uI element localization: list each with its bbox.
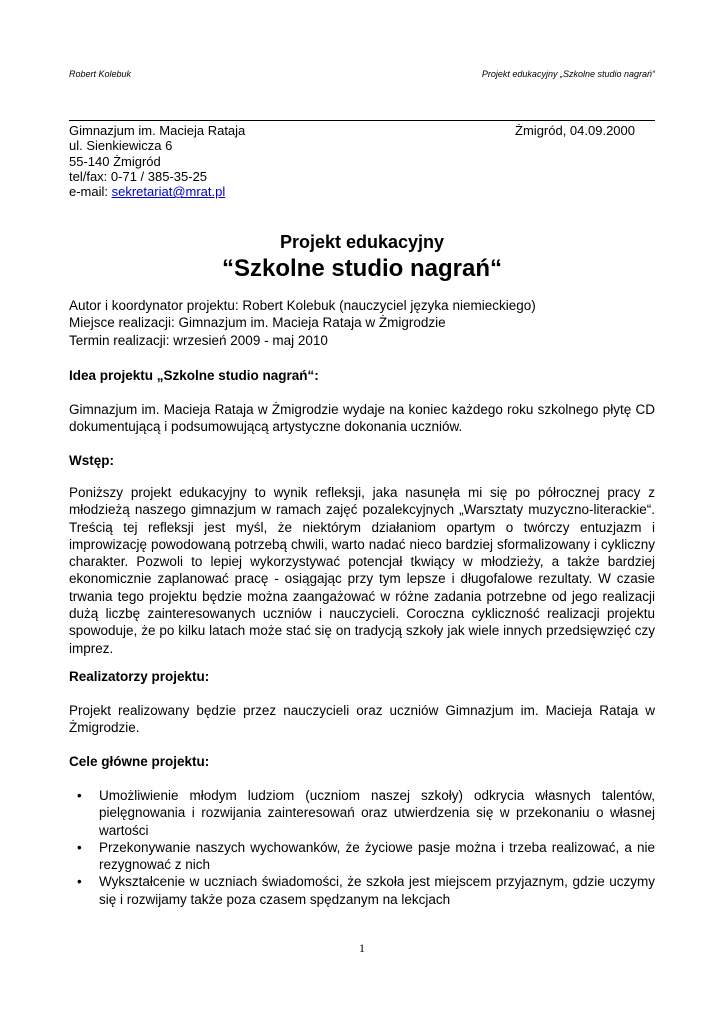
email-label: e-mail: xyxy=(69,184,112,200)
list-item xyxy=(69,873,655,908)
idea-heading: Idea projektu „Szkolne studio nagrań“: xyxy=(69,368,319,383)
bullet-icon: • xyxy=(77,874,82,890)
goal-text: Umożliwienie młodym ludziom (uczniom naszej szkoły) odkrycia własnych talentów, pielęgnowania i rozwijania zainteresowań oraz utwierdzenia się w przekonaniu o własnej wartości xyxy=(99,788,655,838)
goal-text: Przekonywanie naszych wychowanków, że życiowe pasje można i trzeba realizować, a nie rezygnować z nich xyxy=(99,839,655,873)
school-email xyxy=(69,184,655,199)
letterhead xyxy=(69,120,655,199)
bullet-icon: • xyxy=(77,788,82,803)
email-link[interactable]: sekretariat@mrat.pl xyxy=(111,184,226,200)
header-project-title: Projekt edukacyjny „Szkolne studio nagrań“ xyxy=(481,69,655,79)
goals-heading: Cele główne projektu: xyxy=(69,754,210,769)
realizers-paragraph: Projekt realizowany będzie przez nauczycieli oraz uczniów Gimnazjum im. Macieja Rataja w Żmigrodzie. xyxy=(69,703,655,736)
school-phone: tel/fax: 0-71 / 385-35-25 xyxy=(69,168,208,184)
title-line-2: “Szkolne studio nagrań“ xyxy=(221,255,503,282)
idea-paragraph: Gimnazjum im. Macieja Rataja w Żmigrodzie wydaje na koniec każdego roku szkolnego płytę CD dokumentującą i podsumowującą artystyczne dokonania uczniów. xyxy=(69,402,655,435)
list-item xyxy=(69,839,655,874)
intro-heading: Wstęp: xyxy=(69,453,114,468)
intro-paragraph: Poniższy projekt edukacyjny to wynik refleksji, jaka nasunęła mi się po półrocznej pracy z młodzieżą naszego gimnazjum w ramach zajęć pozalekcyjnych „Warsztaty muzyczno-literackie“. Treścią tej refleksji jest myśl, że niektórym działaniom opartym o twórczy entuzjazm i improwizację powodowaną potrzebą chwili, warto nadać nieco bardziej sformalizowany i cykliczny charakter. Pozwoli to lepiej wykorzystywać potencjał tkwiący w młodzieży, a także bardziej ekonomicznie zaplanować pracę - osiągając przy tym lepsze i długofalowe rezultaty. W czasie trwania tego projektu będzie można zaangażować w różne zadania potrzebne od jego realizacji dużą liczbę zainteresowanych uczniów i nauczycieli. Coroczna cykliczność realizacji projektu spowoduje, że po kilku latach może stać się on tradycją szkoły jak wiele innych przedsięwzięć czy imprez. xyxy=(69,485,655,656)
document-title xyxy=(69,230,655,284)
goal-text: Wykształcenie w uczniach świadomości, że szkoła jest miejscem przyjaznym, gdzie uczymy się i rozwijamy także poza czasem spędzanym na lekcjach xyxy=(99,874,655,907)
school-street: ul. Sienkiewicza 6 xyxy=(69,138,173,154)
school-city: 55-140 Żmigród xyxy=(69,153,161,169)
info-place: Miejsce realizacji: Gimnazjum im. Macieja Rataja w Żmigrodzie xyxy=(69,315,446,331)
page-number: 1 xyxy=(359,941,365,955)
bullet-icon: • xyxy=(77,839,82,855)
title-line-1: Projekt edukacyjny xyxy=(279,232,445,252)
info-author: Autor i koordynator projektu: Robert Kolebuk (nauczyciel języka niemieckiego) xyxy=(69,298,536,313)
list-item xyxy=(69,787,655,839)
header-author: Robert Kolebuk xyxy=(69,69,132,79)
school-name: Gimnazjum im. Macieja Rataja xyxy=(69,123,246,138)
letter-date: Żmigród, 04.09.2000 xyxy=(515,123,635,138)
goals-list xyxy=(69,787,655,908)
realizers-heading: Realizatorzy projektu: xyxy=(69,669,210,684)
project-info xyxy=(69,297,655,349)
info-term: Termin realizacji: wrzesień 2009 - maj 2010 xyxy=(69,332,328,348)
